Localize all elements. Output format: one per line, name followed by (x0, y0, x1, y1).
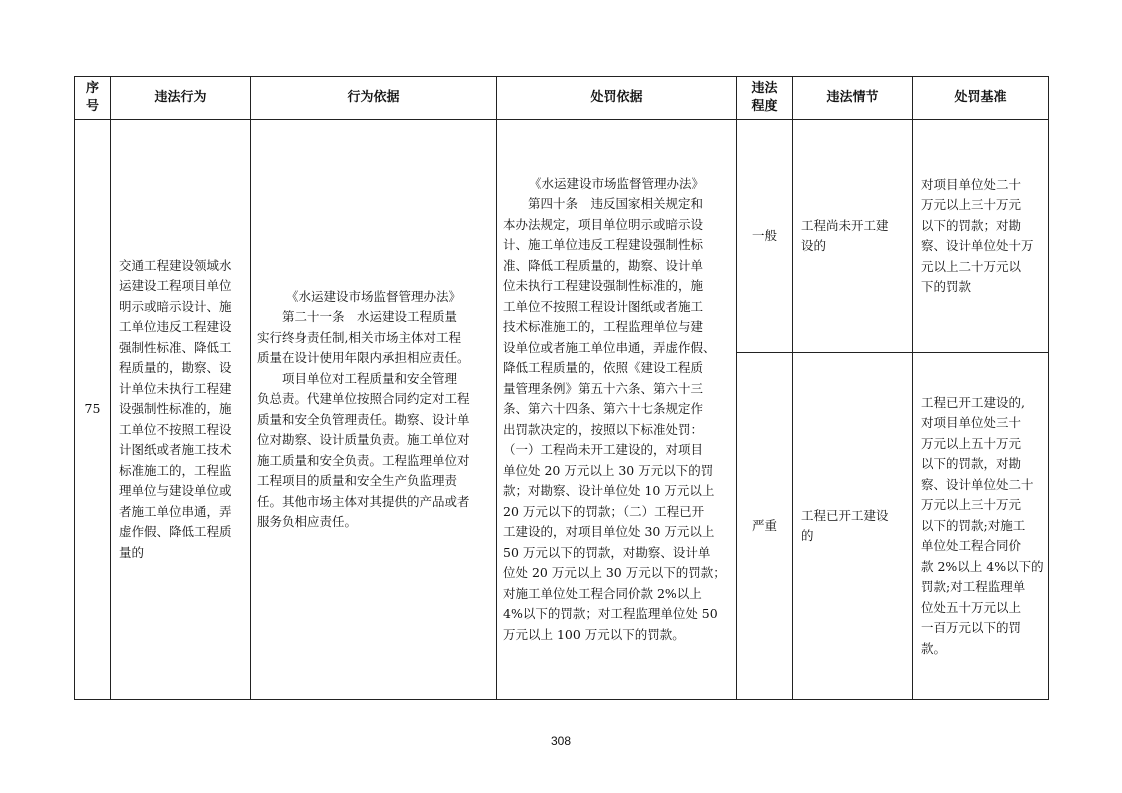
standard-line: 以下的罚款；对勘 (921, 217, 1022, 233)
penalty-basis-cell (497, 120, 737, 700)
violation-line: 程质量的，勘察、设 (119, 360, 232, 376)
violation-line: 虚作假、降低工程质 (119, 524, 232, 540)
header-degree (737, 77, 793, 120)
violation-cell (111, 120, 251, 700)
header-basis: 行为依据 (251, 77, 497, 120)
basis-line: 《水运建设市场监督管理办法》 (285, 288, 461, 304)
header-penalty-basis: 处罚依据 (497, 77, 737, 120)
basis-line: 质量在设计使用年限内承担相应责任。 (257, 350, 470, 365)
penalty-line: 降低工程质量的，依照《建设工程质 (503, 360, 704, 376)
header-row (75, 77, 1049, 120)
standard-line: 万元以上三十万元 (921, 497, 1022, 513)
penalty-line: 对施工单位处工程合同价款 2%以上 (503, 585, 702, 601)
penalty-line: 万元以上 100 万元以下的罚款。 (503, 626, 685, 642)
basis-cell (251, 120, 497, 700)
penalty-line: 工单位不按照工程设计图纸或者施工 (503, 298, 704, 314)
standard-line: 元以上二十万元以 (921, 258, 1022, 274)
standard-line: 万元以上五十万元 (921, 435, 1022, 451)
penalty-line: 第四十条 违反国家相关规定和 (528, 196, 704, 212)
penalty-line: 50 万元以下的罚款，对勘察、设计单 (503, 544, 711, 560)
basis-line: 位对勘察、设计质量负责。施工单位对 (257, 432, 470, 447)
penalty-line: 位处 20 万元以上 30 万元以下的罚款； (503, 565, 726, 581)
standard-line: 款 2%以上 4%以下的 (921, 558, 1044, 574)
standard-line: 万元以上三十万元 (921, 197, 1022, 212)
penalty-line: 款；对勘察、设计单位处 10 万元以上 (503, 483, 715, 499)
circumstance-line: 的 (801, 528, 814, 543)
header-degree-text: 违法程度 (751, 81, 778, 114)
penalty-line: 条、第六十四条、第六十七条规定作 (503, 401, 704, 417)
penalty-line: 技术标准施工的，工程监理单位与建 (503, 319, 704, 335)
violation-line: 计图纸或者施工技术 (119, 442, 232, 458)
standard-line: 察、设计单位处二十 (921, 476, 1034, 492)
violation-line: 强制性标准、降低工 (119, 339, 232, 355)
penalty-line: 4%以下的罚款；对工程监理单位处 50 (503, 606, 718, 622)
basis-line: 施工质量和安全负责。工程监理单位对 (257, 452, 470, 468)
violation-line: 标准施工的，工程监 (119, 462, 232, 478)
penalty-line: 20 万元以下的罚款；（二）工程已开 (503, 503, 705, 519)
basis-line: 质量和安全负管理责任。勘察、设计单 (257, 411, 470, 427)
violation-line: 工单位不按照工程设 (119, 421, 232, 437)
standard-line: 对项目单位处三十 (921, 415, 1022, 431)
basis-line: 第二十一条 水运建设工程质量 (282, 309, 458, 324)
basis-line: 服务负相应责任。 (257, 514, 358, 529)
circumstance-line: 工程尚未开工建 (801, 217, 889, 233)
circumstance-cell-serious (793, 353, 913, 700)
table-row (75, 120, 1049, 353)
standard-line: 单位处工程合同价 (921, 538, 1022, 554)
basis-line: 项目单位对工程质量和安全管理 (282, 370, 458, 386)
degree-cell-general: 一般 (737, 120, 793, 353)
violation-line: 者施工单位串通，弄 (119, 503, 232, 519)
standard-line: 下的罚款 (921, 279, 972, 294)
violation-line: 交通工程建设领域水 (119, 257, 232, 273)
standard-cell-general (913, 120, 1049, 353)
violation-line: 工单位违反工程建设 (119, 319, 232, 335)
header-violation: 违法行为 (111, 77, 251, 120)
basis-line: 实行终身责任制,相关市场主体对工程 (257, 329, 461, 345)
header-seq-text: 序号 (85, 81, 99, 114)
standard-line: 一百万元以下的罚 (921, 620, 1022, 636)
violation-line: 设强制性标准的，施 (119, 401, 232, 417)
penalty-standard-table (74, 76, 1049, 700)
violation-line: 量的 (119, 544, 145, 560)
standard-line: 察、设计单位处十万 (921, 238, 1034, 253)
penalty-line: 本办法规定，项目单位明示或暗示设 (503, 216, 704, 232)
penalty-line: 单位处 20 万元以上 30 万元以下的罚 (503, 462, 714, 478)
standard-line: 位处五十万元以上 (921, 599, 1022, 615)
basis-line: 工程项目的质量和安全生产负监理责 (257, 473, 458, 488)
penalty-line: 位未执行工程建设强制性标准的，施 (503, 278, 704, 294)
header-seq (75, 77, 111, 120)
standard-line: 工程已开工建设的, (921, 394, 1025, 410)
standard-cell-serious (913, 353, 1049, 700)
page-number: 308 (550, 734, 572, 748)
standard-line: 款。 (921, 640, 947, 656)
header-circumstance: 违法情节 (793, 77, 913, 120)
penalty-line: 工建设的，对项目单位处 30 万元以上 (503, 524, 715, 540)
penalty-line: 出罚款决定的，按照以下标准处罚： (503, 421, 704, 437)
violation-line: 理单位与建设单位或 (119, 483, 232, 499)
circumstance-line: 设的 (801, 238, 827, 253)
basis-line: 负总责。代建单位按照合同约定对工程 (257, 391, 470, 406)
standard-line: 以下的罚款;对施工 (921, 517, 1026, 533)
seq-cell: 75 (75, 120, 111, 700)
standard-line: 以下的罚款，对勘 (921, 456, 1022, 472)
penalty-line: 准、降低工程质量的，勘察、设计单 (503, 257, 704, 273)
penalty-line: 《水运建设市场监督管理办法》 (528, 175, 704, 191)
basis-line: 任。其他市场主体对其提供的产品或者 (257, 493, 470, 509)
circumstance-cell-general (793, 120, 913, 353)
violation-line: 运建设工程项目单位 (119, 278, 232, 294)
standard-line: 罚款;对工程监理单 (921, 579, 1026, 595)
circumstance-line: 工程已开工建设 (801, 507, 889, 523)
violation-line: 明示或暗示设计、施 (119, 298, 232, 314)
header-standard: 处罚基准 (913, 77, 1049, 120)
penalty-line: （一）工程尚未开工建设的，对项目 (503, 442, 704, 458)
standard-line: 对项目单位处二十 (921, 176, 1022, 192)
penalty-line: 计、施工单位违反工程建设强制性标 (503, 237, 704, 253)
violation-line: 计单位未执行工程建 (119, 380, 232, 396)
penalty-line: 量管理条例》第五十六条、第六十三 (503, 380, 704, 396)
penalty-line: 设单位或者施工单位串通，弄虚作假、 (503, 339, 716, 355)
degree-cell-serious: 严重 (737, 353, 793, 700)
